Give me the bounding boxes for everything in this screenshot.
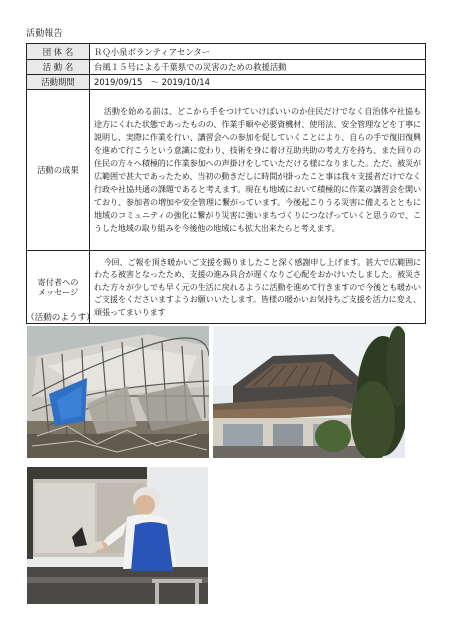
group-name-value: ＲＱ小泉ボランティアセンター [90, 44, 426, 60]
report-table [26, 43, 426, 324]
row-group-name [27, 44, 426, 60]
group-name-label: 団 体 名 [27, 44, 90, 60]
donor-message-label-line2: メッセージ [37, 287, 79, 297]
donor-message-text: 今回、ご報を頂き暖かいご支援を賜りましたこと深く感謝申し上げます。甚大で広範囲にわたる被害となったため、支援の進み具合が遅くなりご心配をおかけいたしました。被災された方々が少しでも早く元の生活に戻れるように活動を進めて行きますので今後とも暖かいご支援をくださいますようお願いいたします。皆様の暖かいお気持ちご支援を活力に変え、頑張ってまいります [94, 256, 421, 317]
activity-results-text: 活動を始める前は、どこから手をつけていけばいいのか住民だけでなく自治体や社協も途方にくれた状態であったものの、作業手順や必要資機材、使用法、安全管理などを丁寧に説明し、実際に作業を行い、講習会への参加を促していくことにより、自らの手で復旧復興を進めて行こうという意識に変わり、技術を身に着け互助共助の考え方を持ち、また回りの住民の方々へ積極的に作業参加への声掛けをしていただける様になりました。ただ、被災が広範囲で甚大であったため、当初の動きだしに時間が掛ったこと事は我々支援者だけでなく行政や社協共通の課題であると考えます。現在も地域において積極的に作業の講習会を開いており、参加者の増加や安全管理に繋がっています。今後起こりうる災害に備えるとともに地域のコミュニティの強化に繋がり災害に強いまちづくりにつなげっていくと思うので、こうした地域の取り組みを今後他の地域にも拡大出来たらと考えます。 [94, 105, 421, 234]
volunteer-repair-work-photo [27, 467, 208, 604]
row-activity-results [27, 90, 426, 251]
row-activity-name [27, 60, 426, 75]
donor-message-cell [90, 251, 426, 324]
activity-results-label: 活動の成果 [27, 90, 90, 251]
activity-name-value: 台風１５号による千葉県での災害のための救援活動 [90, 60, 426, 75]
photo-section-caption: （活動のようす） [26, 313, 95, 323]
activity-name-label: 活 動 名 [27, 60, 90, 75]
activity-period-value: 2019/09/15 ～ 2019/10/14 [90, 75, 426, 90]
report-heading: 活動報告 [26, 29, 63, 39]
collapsed-greenhouse-photo [27, 326, 209, 458]
activity-period-label: 活動期間 [27, 75, 90, 90]
row-activity-period [27, 75, 426, 90]
damaged-roof-house-photo [213, 326, 405, 458]
donor-message-label-line1: 寄付者への [37, 277, 79, 287]
activity-results-cell [90, 90, 426, 251]
